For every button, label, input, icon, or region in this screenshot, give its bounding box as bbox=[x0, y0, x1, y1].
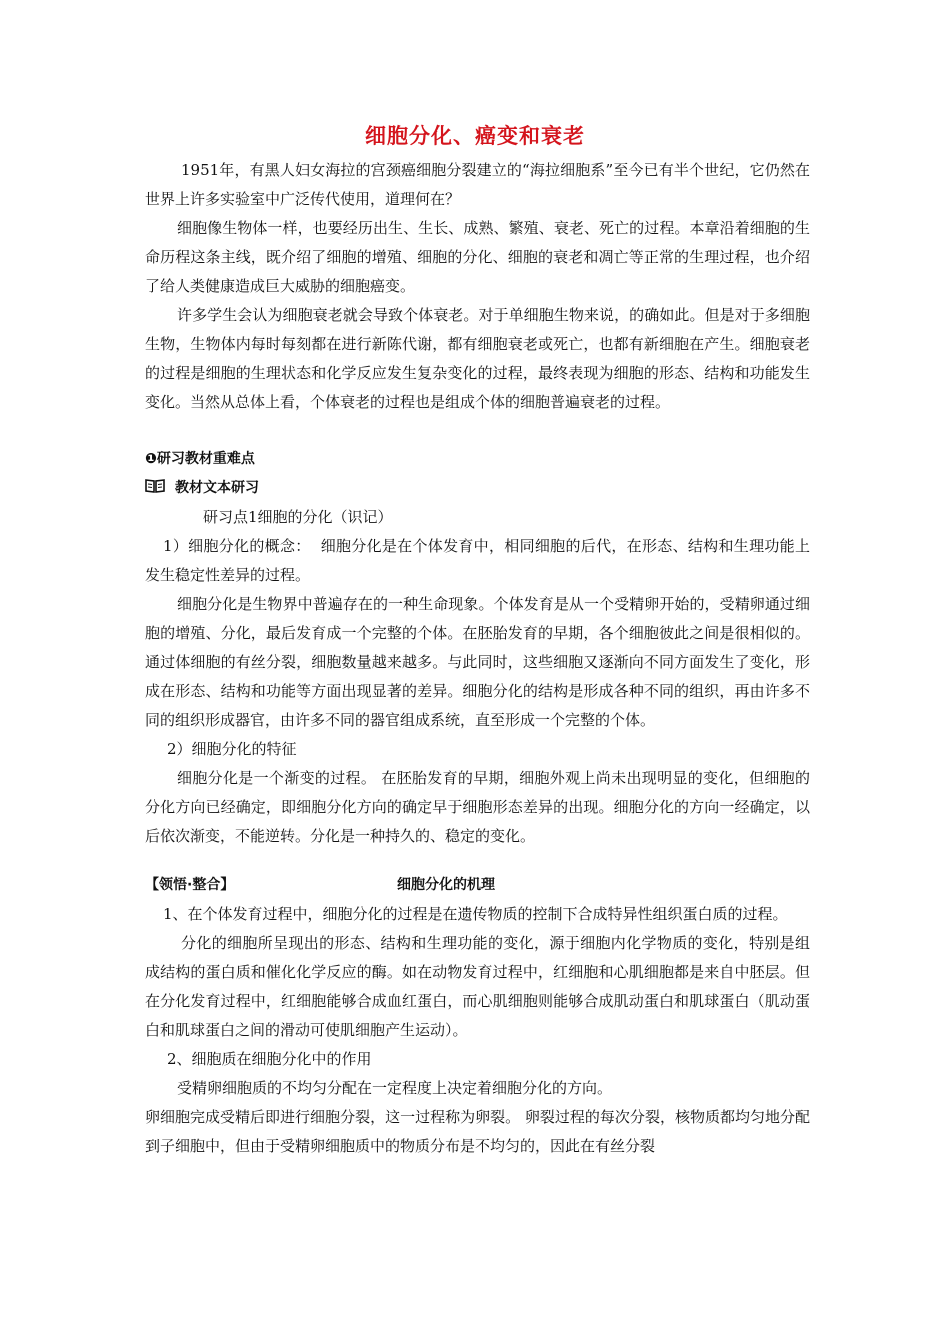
point-2-text: 细胞分化是一个渐变的过程。 在胚胎发育的早期，细胞外观上尚未出现明显的变化，但细胞的分化方向已经确定，即细胞分化方向的确定早于细胞形态差异的出现。细胞分化的方向一经确定，以后依次渐变，不能逆转。分化是一种持久的、稳定的变化。 bbox=[145, 769, 810, 845]
intro-paragraph-1: 1951年，有黑人妇女海拉的宫颈癌细胞分裂建立的“海拉细胞系”至今已有半个世纪，它仍然在世界上许多实验室中广泛传代使用，道理何在？ bbox=[145, 161, 810, 208]
spacer bbox=[145, 851, 810, 871]
mechanism-1: 1、在个体发育过程中，细胞分化的过程是在遗传物质的控制下合成特异性组织蛋白质的过程。 bbox=[163, 905, 788, 923]
intro-paragraph-3: 许多学生会认为细胞衰老就会导致个体衰老。对于单细胞生物来说，的确如此。但是对于多细胞生物，生物体内每时每刻都在进行新陈代谢，都有细胞衰老或死亡，也都有新细胞在产生。细胞衰老的过程是细胞的生理状态和化学反应发生复杂变化的过程，最终表现为细胞的形态、结构和功能发生变化。当然从总体上看，个体衰老的过程也是组成个体的细胞普遍衰老的过程。 bbox=[145, 306, 810, 411]
point-1 bbox=[145, 532, 810, 590]
insight-heading bbox=[145, 871, 810, 900]
open-book-icon bbox=[145, 479, 165, 493]
subsection-heading-text: 教材文本研习 bbox=[175, 480, 259, 496]
point-1-text: 细胞分化是在个体发育中，相同细胞的后代，在形态、结构和生理功能上发生稳定性差异的过程。 bbox=[145, 537, 810, 584]
mechanism-2-line: 受精卵细胞质的不均匀分配在一定程度上决定着细胞分化的方向。 bbox=[177, 1079, 613, 1097]
study-point: 研习点1细胞的分化（识记） bbox=[203, 508, 393, 526]
spacer bbox=[145, 417, 810, 445]
mechanism-1-detail: 分化的细胞所呈现出的形态、结构和生理功能的变化，源于细胞内化学物质的变化，特别是组成结构的蛋白质和催化化学反应的酶。如在动物发育过程中，红细胞和心肌细胞都是来自中胚层。但在分化发育过程中，红细胞能够合成血红蛋白，而心肌细胞则能够合成肌动蛋白和肌球蛋白（肌动蛋白和肌球蛋白之间的滑动可使肌细胞产生运动）。 bbox=[145, 934, 810, 1039]
mechanism-2: 2、细胞质在细胞分化中的作用 bbox=[167, 1050, 372, 1068]
point-1-label: 1）细胞分化的概念： bbox=[163, 537, 311, 555]
differentiation-paragraph: 细胞分化是生物界中普遍存在的一种生命现象。个体发育是从一个受精卵开始的，受精卵通过细胞的增殖、分化，最后发育成一个完整的个体。在胚胎发育的早期，各个细胞彼此之间是很相似的。通过体细胞的有丝分裂，细胞数量越来越多。与此同时，这些细胞又逐渐向不同方面发生了变化，形成在形态、结构和功能等方面出现显著的差异。细胞分化的结构是形成各种不同的组织，再由许多不同的组织形成器官，由许多不同的器官组成系统，直至形成一个完整的个体。 bbox=[145, 595, 810, 729]
mechanism-2-detail: 卵细胞完成受精后即进行细胞分裂，这一过程称为卵裂。 卵裂过程的每次分裂，核物质都均匀地分配到子细胞中，但由于受精卵细胞质中的物质分布是不均匀的，因此在有丝分裂 bbox=[145, 1108, 810, 1155]
intro-paragraph-2: 细胞像生物体一样，也要经历出生、生长、成熟、繁殖、衰老、死亡的过程。本章沿着细胞的生命历程这条主线，既介绍了细胞的增殖、细胞的分化、细胞的衰老和凋亡等正常的生理过程，也介绍了给人类健康造成巨大威胁的细胞癌变。 bbox=[145, 219, 810, 295]
point-2-label: 2）细胞分化的特征 bbox=[167, 740, 297, 758]
subsection-heading bbox=[145, 474, 810, 503]
section-heading: ❶研习教材重难点 bbox=[145, 451, 255, 467]
document-title: 细胞分化、癌变和衰老 bbox=[365, 124, 585, 148]
insight-title: 细胞分化的机理 bbox=[397, 877, 495, 893]
document-body bbox=[145, 156, 810, 1161]
insight-label: 【领悟·整合】 bbox=[145, 877, 235, 893]
